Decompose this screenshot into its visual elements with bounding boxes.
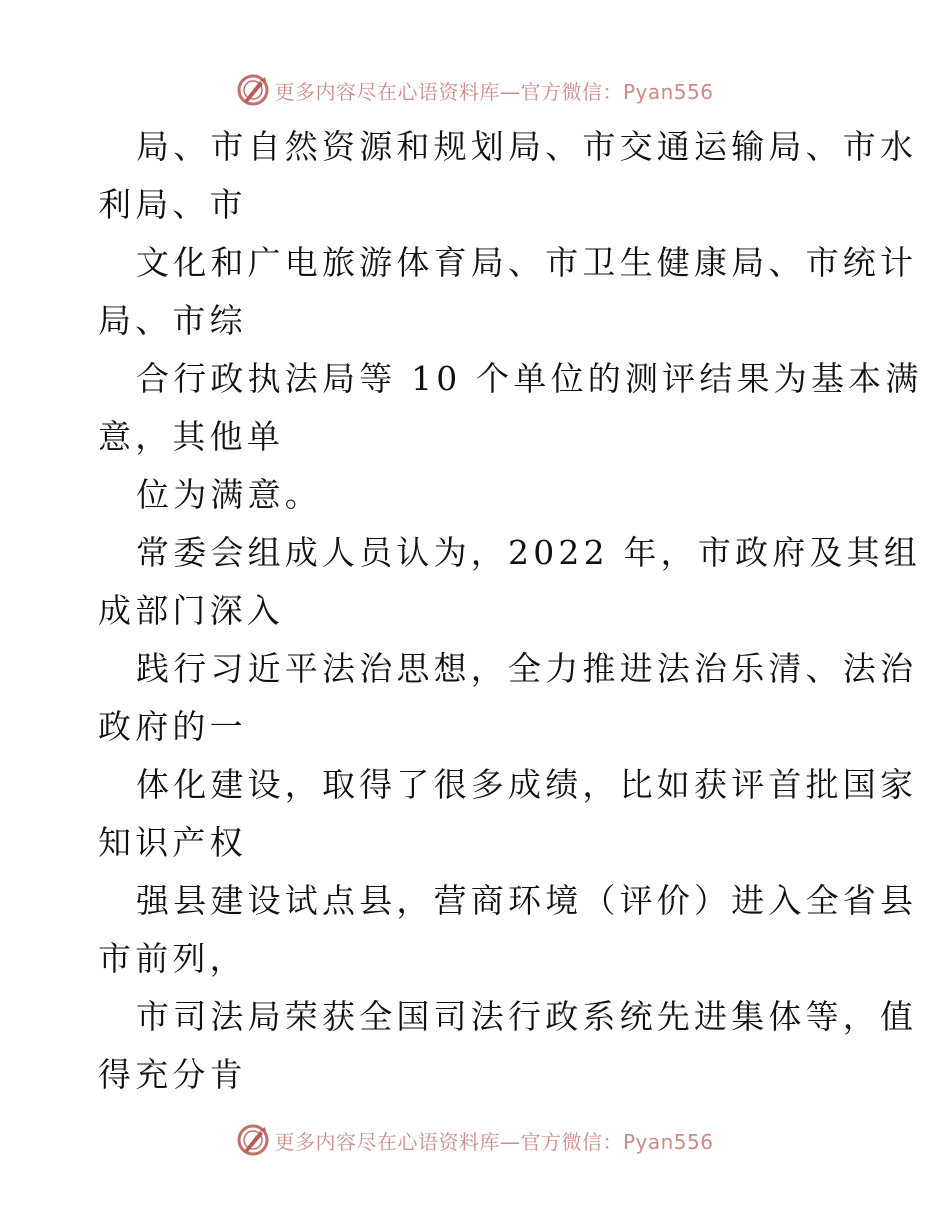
text-line: 知识产权 — [98, 823, 247, 862]
text-line: 政府的一 — [98, 707, 247, 746]
text-line: 践行习近平法治思想，全力推进法治乐清、法治 — [136, 649, 918, 688]
document-body — [98, 118, 923, 1104]
text-line: 常委会组成人员认为，2022 年，市政府及其组 — [136, 533, 922, 572]
text-line: 局、市自然资源和规划局、市交通运输局、市水 — [136, 127, 918, 166]
text-line: 意，其他单 — [98, 417, 284, 456]
banner-text: 更多内容尽在心语资料库—官方微信：Pyan556 — [274, 79, 714, 104]
header-banner — [0, 70, 950, 110]
banner-text: 更多内容尽在心语资料库—官方微信：Pyan556 — [274, 1129, 714, 1154]
quill-seal-icon — [236, 1123, 270, 1157]
text-line: 成部门深入 — [98, 591, 284, 630]
text-line: 文化和广电旅游体育局、市卫生健康局、市统计 — [136, 243, 918, 282]
text-line: 得充分肯 — [98, 1055, 247, 1094]
text-line: 合行政执法局等 10 个单位的测评结果为基本满 — [136, 359, 923, 398]
footer-banner — [0, 1120, 950, 1160]
text-line: 利局、市 — [98, 185, 247, 224]
text-line: 强县建设试点县，营商环境（评价）进入全省县 — [136, 881, 918, 920]
text-line: 市司法局荣获全国司法行政系统先进集体等，值 — [136, 997, 918, 1036]
text-line: 位为满意。 — [136, 475, 322, 514]
quill-seal-icon — [236, 73, 270, 107]
text-line: 局、市综 — [98, 301, 247, 340]
text-line: 市前列， — [98, 939, 247, 978]
text-line: 体化建设，取得了很多成绩，比如获评首批国家 — [136, 765, 918, 804]
